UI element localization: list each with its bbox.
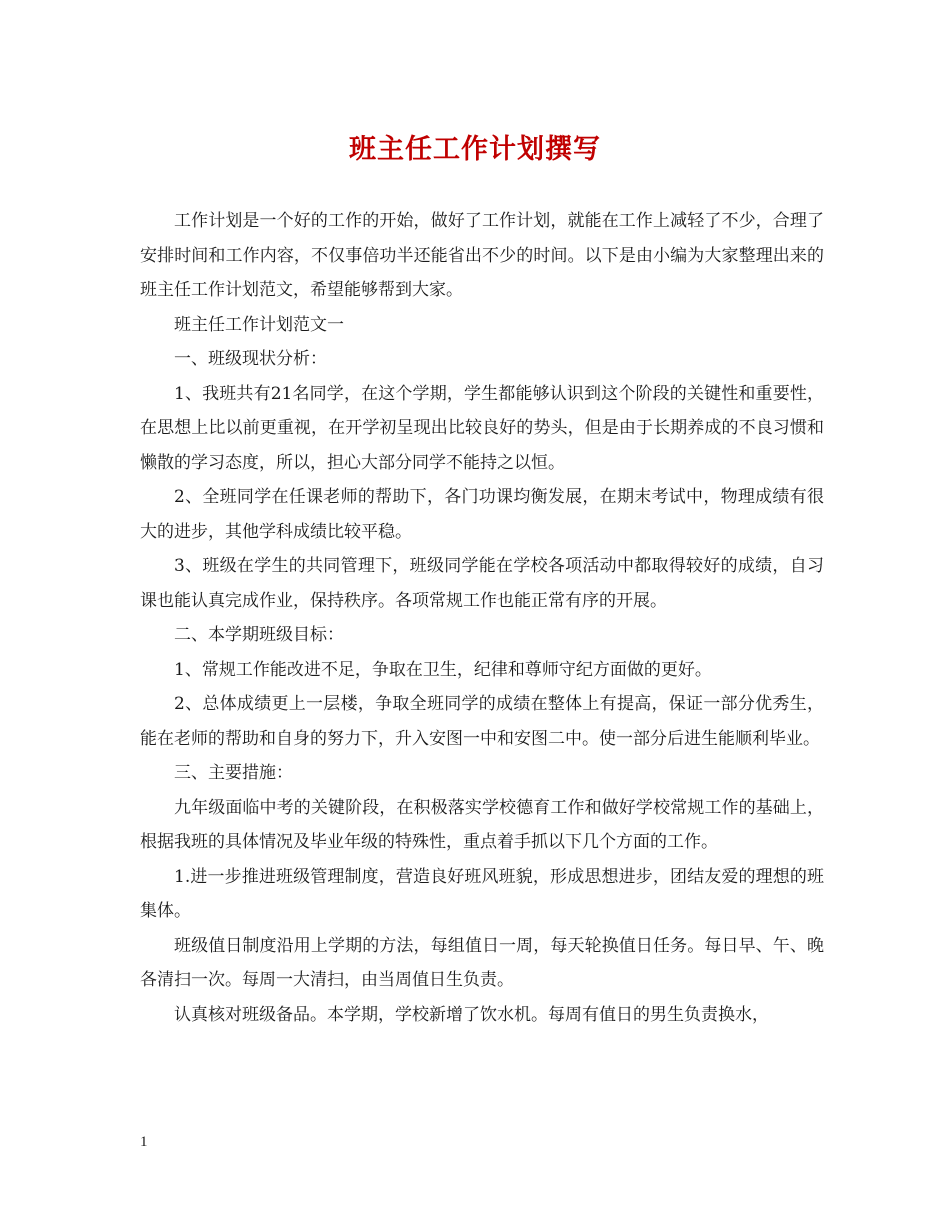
paragraph-intro: 工作计划是一个好的工作的开始，做好了工作计划，就能在工作上减轻了不少，合理了安排时间和工作内容，不仅事倍功半还能省出不少的时间。以下是由小编为大家整理出来的班主任工作计划范文，希望能够帮到大家。 — [140, 211, 824, 300]
document-title: 班主任工作计划撰写 — [349, 134, 601, 165]
paragraph-sample-heading: 班主任工作计划范文一 — [174, 314, 344, 335]
document-body — [140, 204, 824, 1032]
paragraph-measure-1: 1.进一步推进班级管理制度，营造良好班风班貌，形成思想进步，团结友爱的理想的班集体。 — [140, 866, 824, 921]
paragraph-supplies: 认真核对班级备品。本学期，学校新增了饮水机。每周有值日的男生负责换水， — [174, 1004, 769, 1025]
section-heading-measures: 三、主要措施： — [174, 763, 293, 783]
paragraph-goal-1: 1、常规工作能改进不足，争取在卫生，纪律和尊师守纪方面做的更好。 — [174, 659, 712, 680]
paragraph-measures-intro: 九年级面临中考的关键阶段，在积极落实学校德育工作和做好学校常规工作的基础上，根据我班的具体情况及毕业年级的特殊性，重点着手抓以下几个方面的工作。 — [140, 797, 824, 852]
paragraph-goal-2: 2、总体成绩更上一层楼，争取全班同学的成绩在整体上有提高，保证一部分优秀生，能在老师的帮助和自身的努力下，升入安图一中和安图二中。使一部分后进生能顺利毕业。 — [140, 694, 824, 749]
section-heading-goals: 二、本学期班级目标： — [174, 625, 344, 645]
page-number: 1 — [140, 1134, 148, 1150]
paragraph-status-3: 3、班级在学生的共同管理下，班级同学能在学校各项活动中都取得较好的成绩，自习课也能认真完成作业，保持秩序。各项常规工作也能正常有序的开展。 — [140, 556, 824, 611]
paragraph-duty-system: 班级值日制度沿用上学期的方法，每组值日一周，每天轮换值日任务。每日早、午、晚各清扫一次。每周一大清扫，由当周值日生负责。 — [140, 935, 824, 990]
paragraph-status-1: 1、我班共有21名同学，在这个学期，学生都能够认识到这个阶段的关键性和重要性，在思想上比以前更重视，在开学初呈现出比较良好的势头，但是由于长期养成的不良习惯和懒散的学习态度，所以，担心大部分同学不能持之以恒。 — [140, 383, 824, 473]
section-heading-class-status: 一、班级现状分析： — [174, 349, 327, 369]
paragraph-status-2: 2、全班同学在任课老师的帮助下，各门功课均衡发展，在期末考试中，物理成绩有很大的进步，其他学科成绩比较平稳。 — [140, 487, 824, 542]
